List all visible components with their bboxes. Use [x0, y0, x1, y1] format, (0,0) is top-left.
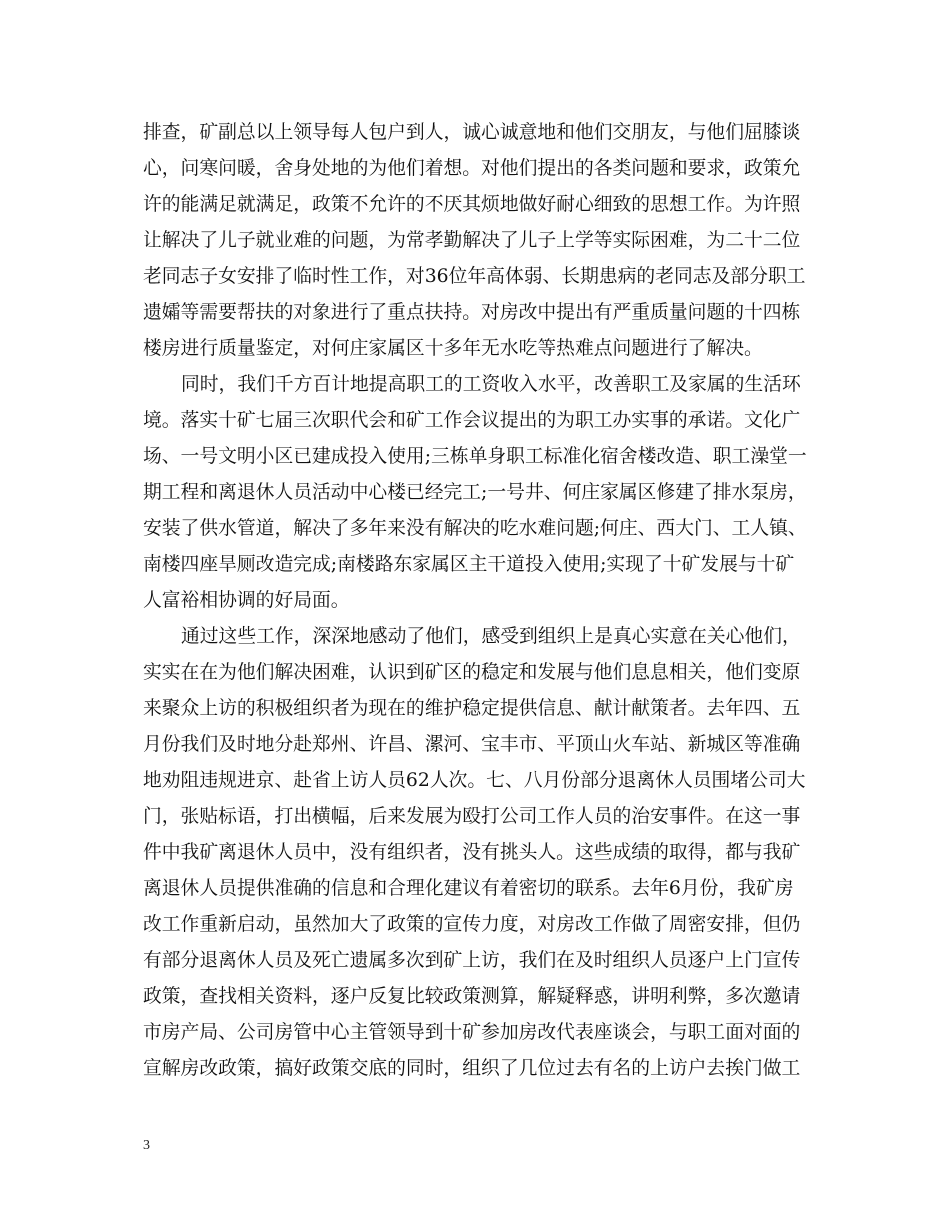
text-line: 通过这些工作，深深地感动了他们，感受到组织上是真心实意在关心他们，	[181, 626, 801, 647]
paragraph	[143, 367, 807, 619]
text-line: 南楼四座旱厕改造完成;南楼路东家属区主干道投入使用;实现了十矿发展与十矿	[143, 554, 795, 575]
text-line: 人富裕相协调的好局面。	[143, 590, 350, 611]
text-line: 改工作重新启动，虽然加大了政策的宣传力度，对房改工作做了周密安排，但仍	[143, 914, 801, 935]
text-line: 同时，我们千方百计地提高职工的工资收入水平，改善职工及家属的生活环	[181, 374, 801, 395]
page-number: 3	[143, 1138, 150, 1153]
text-line: 离退休人员提供准确的信息和合理化建议有着密切的联系。去年6月份，我矿房	[143, 878, 794, 899]
text-line: 实实在在为他们解决困难，认识到矿区的稳定和发展与他们息息相关，他们变原	[143, 662, 801, 683]
body-text	[143, 115, 807, 1087]
text-line: 排查，矿副总以上领导每人包户到人，诚心诚意地和他们交朋友，与他们屈膝谈	[143, 122, 801, 143]
text-line: 遗孀等需要帮扶的对象进行了重点扶持。对房改中提出有严重质量问题的十四栋	[143, 302, 801, 323]
text-line: 老同志子女安排了临时性工作，对36位年高体弱、长期患病的老同志及部分职工	[143, 266, 806, 287]
text-line: 政策，查找相关资料，逐户反复比较政策测算，解疑释惑，讲明利弊，多次邀请	[143, 986, 801, 1007]
text-line: 宣解房改政策，搞好政策交底的同时，组织了几位过去有名的上访户去挨门做工	[143, 1058, 801, 1079]
text-line: 许的能满足就满足，政策不允许的不厌其烦地做好耐心细致的思想工作。为许照	[143, 194, 801, 215]
paragraph	[143, 115, 807, 367]
text-line: 期工程和离退休人员活动中心楼已经完工;一号井、何庄家属区修建了排水泵房，	[143, 482, 807, 503]
paragraph	[143, 619, 807, 1087]
text-line: 门，张贴标语，打出横幅，后来发展为殴打公司工作人员的治安事件。在这一事	[143, 806, 801, 827]
text-line: 楼房进行质量鉴定，对何庄家属区十多年无水吃等热难点问题进行了解决。	[143, 338, 763, 359]
text-line: 来聚众上访的积极组织者为现在的维护稳定提供信息、献计献策者。去年四、五	[143, 698, 801, 719]
text-line: 件中我矿离退休人员中，没有组织者，没有挑头人。这些成绩的取得，都与我矿	[143, 842, 801, 863]
text-line: 让解决了儿子就业难的问题，为常孝勤解决了儿子上学等实际困难，为二十二位	[143, 230, 801, 251]
text-line: 月份我们及时地分赴郑州、许昌、漯河、宝丰市、平顶山火车站、新城区等准确	[143, 734, 801, 755]
text-line: 场、一号文明小区已建成投入使用;三栋单身职工标准化宿舍楼改造、职工澡堂一	[143, 446, 807, 467]
text-line: 境。落实十矿七届三次职代会和矿工作会议提出的为职工办实事的承诺。文化广	[143, 410, 801, 431]
text-line: 有部分退离休人员及死亡遗属多次到矿上访，我们在及时组织人员逐户上门宣传	[143, 950, 801, 971]
text-line: 市房产局、公司房管中心主管领导到十矿参加房改代表座谈会，与职工面对面的	[143, 1022, 801, 1043]
text-line: 安装了供水管道，解决了多年来没有解决的吃水难问题;何庄、西大门、工人镇、	[143, 518, 807, 539]
text-line: 地劝阻违规进京、赴省上访人员62人次。七、八月份部分退离休人员围堵公司大	[143, 770, 806, 791]
text-line: 心，问寒问暖，舍身处地的为他们着想。对他们提出的各类问题和要求，政策允	[143, 158, 801, 179]
